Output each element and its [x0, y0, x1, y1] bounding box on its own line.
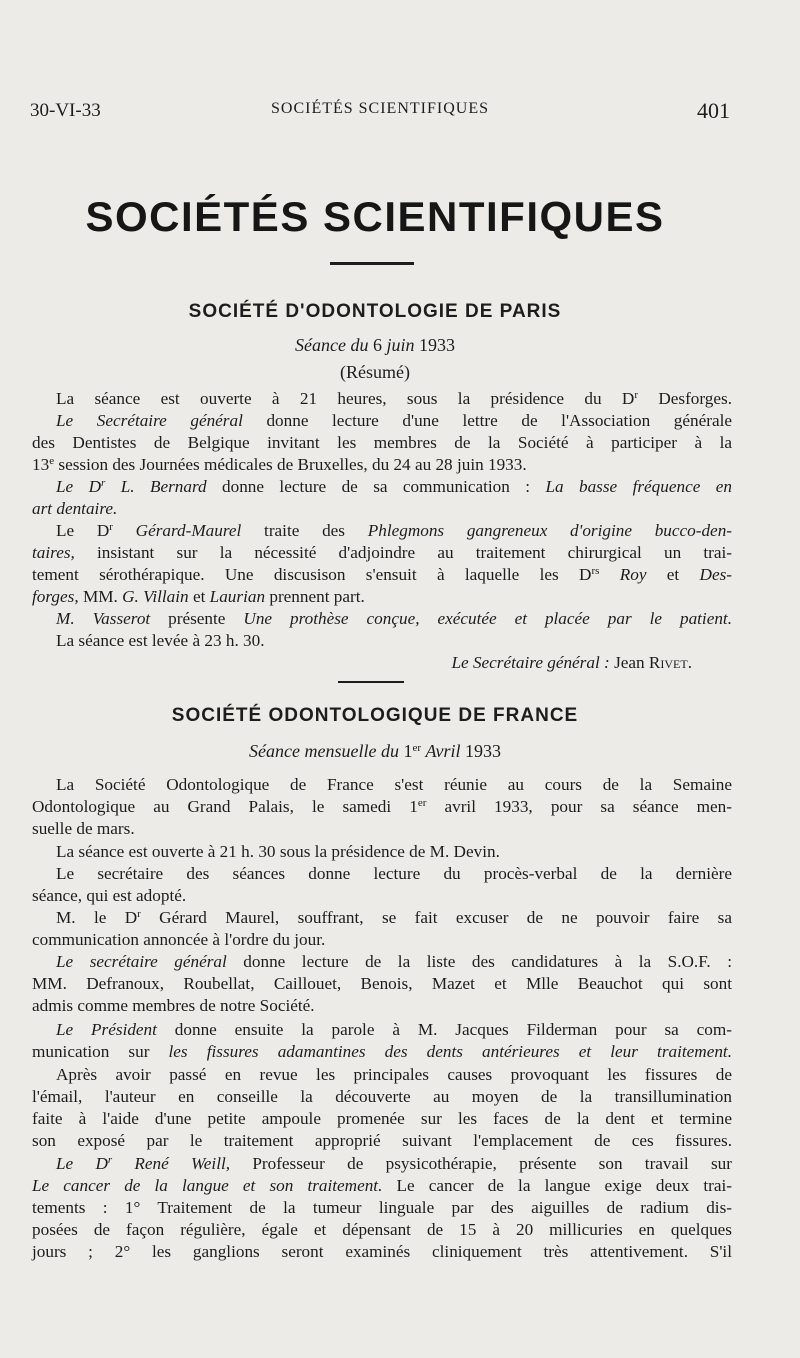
s2-line-11: admis comme membres de notre Société. — [32, 996, 315, 1015]
s2-line-14: Après avoir passé en revue les principales causes provoquant les fissures de — [56, 1065, 732, 1084]
s2-line-4: La séance est ouverte à 21 h. 30 sous la présidence de M. Devin. — [56, 842, 500, 861]
s2-line-21: posées de façon régulière, égale et dépensant de 15 à 20 millicuries en quelques — [32, 1220, 732, 1239]
s2-line-20: tements : 1° Traitement de la tumeur linguale par des aiguilles de radium dis- — [32, 1198, 732, 1217]
s1-line-6: art dentaire. — [32, 499, 118, 518]
s2-line-13: munication sur les fissures adamantines des dents antérieures et leur traitement. — [32, 1042, 732, 1061]
s2-line-22: jours ; 2° les ganglions seront examinés cliniquement très attentivement. S'il — [32, 1242, 732, 1261]
section-rule — [338, 681, 404, 683]
main-title: SOCIÉTÉS SCIENTIFIQUES — [85, 193, 665, 240]
s2-line-8: communication annoncée à l'ordre du jour. — [32, 930, 326, 949]
s2-line-3: suelle de mars. — [32, 819, 135, 838]
page-number: 401 — [697, 98, 730, 123]
s2-line-18: Le $D^r$ René Weill, Professeur de psysicothérapie, présente son travail sur — [56, 1154, 732, 1173]
s2-line-10: MM. Defranoux, Roubellat, Caillouet, Benois, Mazet et Mlle Beauchot qui sont — [32, 974, 732, 993]
s2-line-16: faite à l'aide d'une petite ampoule promenée sur les faces de la dent et termine — [32, 1109, 732, 1128]
s2-line-17: son exposé par le traitement approprié suivant l'emplacement de ces fissures. — [32, 1131, 732, 1150]
s1-line-2: Le Secrétaire général donne lecture d'une lettre de l'Association générale — [56, 411, 732, 430]
s2-line-5: Le secrétaire des séances donne lecture du procès-verbal de la dernière — [56, 864, 732, 883]
section2-title: SOCIÉTÉ ODONTOLOGIQUE DE FRANCE — [171, 705, 579, 726]
s1-line-4: 13e session des Journées médicales de Bruxelles, du 24 au 28 juin 1933. — [32, 455, 527, 474]
s2-line-9: Le secrétaire général donne lecture de la liste des candidatures à la S.O.F. : — [56, 952, 732, 971]
s1-line-11: M. Vasserot présente Une prothèse conçue, exécutée et placée par le patient. — [56, 609, 733, 628]
issue-date: 30-VI-33 — [30, 100, 101, 121]
s2-line-12: Le Président donne ensuite la parole à M. Jacques Filderman pour sa com- — [56, 1020, 732, 1039]
s1-line-1: La séance est ouverte à 21 heures, sous la présidence du $D^r$ Desforges. — [56, 389, 733, 408]
s1-line-8: taires, insistant sur la nécessité d'adjoindre au traitement chirurgical un trai- — [32, 543, 732, 562]
s2-line-6: séance, qui est adopté. — [32, 886, 187, 905]
s2-line-1: La Société Odontologique de France s'est réunie au cours de la Semaine — [56, 775, 732, 794]
s1-line-9: tement sérothérapique. Une discusison s'ensuit à laquelle les $D^{rs}$ Roy et Des- — [32, 565, 733, 584]
running-title: SOCIÉTÉS SCIENTIFIQUES — [270, 100, 489, 117]
section2-session: Séance mensuelle du 1er Avril 1933 — [249, 741, 501, 761]
section1-title: SOCIÉTÉ D'ODONTOLOGIE DE PARIS — [188, 301, 562, 322]
s2-line-15: l'émail, l'auteur en conseille la découverte au moyen de la transillumination — [32, 1087, 732, 1106]
running-head — [30, 98, 730, 128]
title-rule — [330, 262, 414, 265]
s1-line-7: Le $D^r$ Gérard-Maurel traite des Phlegmons gangreneux d'origine bucco-den- — [56, 521, 733, 540]
section1-session: Séance du 6 juin 1933 — [295, 335, 455, 355]
s1-line-3: des Dentistes de Belgique invitant les membres de la Société à participer à la — [32, 433, 732, 452]
s1-line-10: forges, MM. G. Villain et Laurian prennent part. — [32, 587, 365, 606]
s2-line-2: Odontologique au Grand Palais, le samedi 1er avril 1933, pour sa séance men- — [32, 797, 733, 816]
s1-signature: Le Secrétaire général : Jean Rivet. — [451, 653, 692, 672]
section1-resume: (Résumé) — [340, 362, 410, 382]
s1-line-5: Le $D^r$ L. Bernard donne lecture de sa communication : La basse fréquence en — [56, 477, 732, 496]
s2-line-19: Le cancer de la langue et son traitement. Le cancer de la langue exige deux trai- — [32, 1176, 733, 1195]
s1-line-12: La séance est levée à 23 h. 30. — [56, 631, 265, 650]
s2-line-7: M. le $D^r$ Gérard Maurel, souffrant, se fait excuser de ne pouvoir faire sa — [56, 908, 732, 927]
